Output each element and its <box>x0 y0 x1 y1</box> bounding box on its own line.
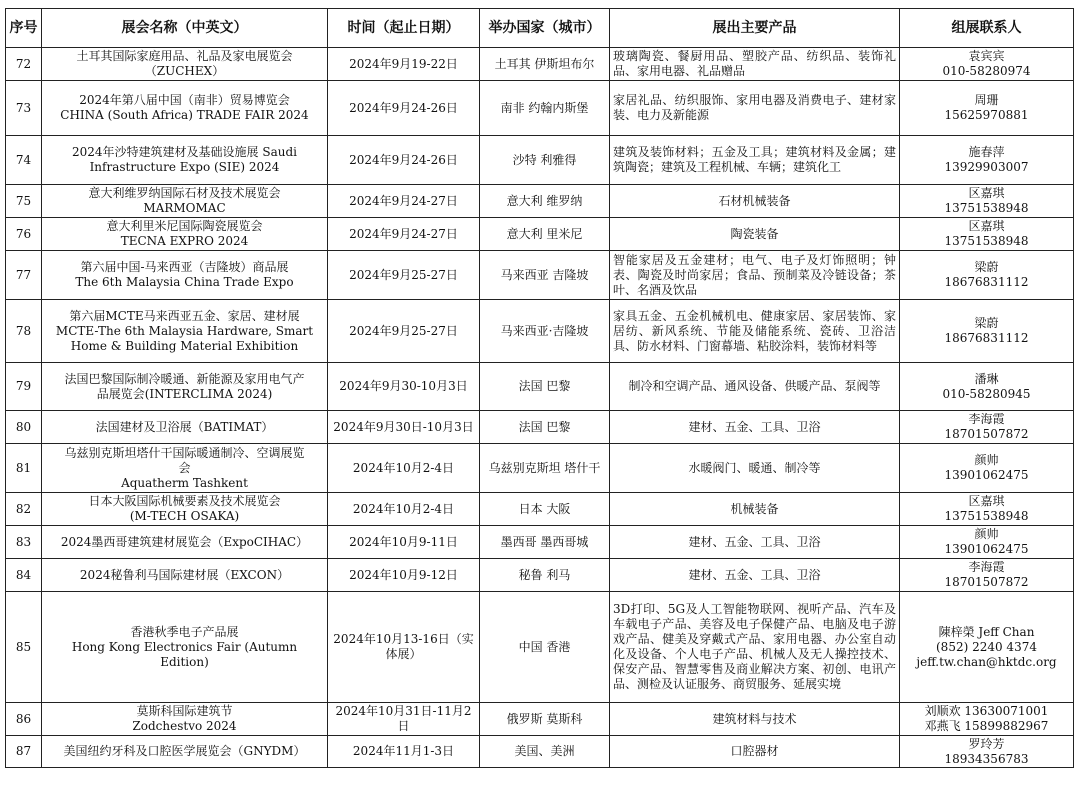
row-number <box>6 444 42 493</box>
table-row <box>6 218 1074 251</box>
contact-person <box>900 300 1074 363</box>
exhibition-products <box>610 444 900 493</box>
exhibition-place-text: 美国、美洲 <box>514 744 575 758</box>
row-number-text: 75 <box>15 193 32 208</box>
exhibition-date <box>328 363 480 411</box>
table-row <box>6 703 1074 736</box>
exhibition-products <box>610 703 900 736</box>
exhibition-place <box>480 526 610 559</box>
exhibition-place <box>480 411 610 444</box>
contact-person-line: 15625970881 <box>944 108 1029 122</box>
row-number-text: 77 <box>15 267 32 282</box>
row-number-text: 74 <box>15 152 32 167</box>
table-row <box>6 559 1074 592</box>
row-number-text: 79 <box>15 379 32 393</box>
exhibition-name-line: Infrastructure Expo (SIE) 2024 <box>89 160 280 174</box>
exhibition-name-line: Edition) <box>160 654 209 669</box>
row-number <box>6 363 42 411</box>
exhibition-name <box>42 703 328 736</box>
exhibition-name-line: 2024秘鲁利马国际建材展（EXCON） <box>79 567 290 582</box>
exhibition-table <box>5 8 1074 768</box>
exhibition-products <box>610 48 900 81</box>
exhibition-date <box>328 411 480 444</box>
exhibition-products-text: 口腔器材 <box>730 744 779 758</box>
contact-person-line: 李海霞 <box>968 560 1005 574</box>
exhibition-name-line: 品展览会(INTERCLIMA 2024) <box>96 386 273 401</box>
row-number-text: 78 <box>15 323 32 338</box>
exhibition-name-line: The 6th Malaysia China Trade Expo <box>75 275 294 289</box>
exhibition-products-text: 机械装备 <box>730 501 779 516</box>
exhibition-name-line: 日本大阪国际机械要素及技术展览会 <box>88 494 281 508</box>
exhibition-name-line: CHINA (South Africa) TRADE FAIR 2024 <box>60 108 309 122</box>
contact-person <box>900 493 1074 526</box>
exhibition-place <box>480 444 610 493</box>
contact-person-line: 13929903007 <box>944 160 1029 174</box>
header-name: 展会名称（中英文） <box>42 9 328 48</box>
row-number-text: 76 <box>15 226 32 241</box>
table-row <box>6 363 1074 411</box>
row-number-text: 83 <box>15 534 32 549</box>
row-number-text: 73 <box>15 100 32 115</box>
contact-person-line: 18676831112 <box>944 331 1029 345</box>
exhibition-place-text: 中国 香港 <box>518 639 571 654</box>
exhibition-date-text: 2024年11月1-3日 <box>352 744 455 758</box>
exhibition-products-text: 建材、五金、工具、卫浴 <box>688 534 821 549</box>
exhibition-date-text: 2024年10月2-4日 <box>352 501 455 516</box>
contact-person-line: 周珊 <box>974 93 999 107</box>
exhibition-products-text: 建筑及装饰材料；五金及工具；建筑材料及金属；建筑陶瓷；建筑及工程机械、车辆；建筑化工 <box>613 145 896 174</box>
table-row <box>6 526 1074 559</box>
exhibition-name <box>42 251 328 300</box>
exhibition-place <box>480 559 610 592</box>
exhibition-date-text: 2024年9月24-27日 <box>349 193 458 208</box>
exhibition-products <box>610 185 900 218</box>
contact-person <box>900 559 1074 592</box>
exhibition-products-text: 建材、五金、工具、卫浴 <box>688 419 821 434</box>
row-number-text: 80 <box>15 419 32 434</box>
header-products: 展出主要产品 <box>610 9 900 48</box>
exhibition-name <box>42 444 328 493</box>
exhibition-products <box>610 526 900 559</box>
exhibition-name-line: 意大利里米尼国际陶瓷展览会 <box>106 219 263 233</box>
contact-person <box>900 411 1074 444</box>
exhibition-place-text: 乌兹别克斯坦 塔什干 <box>488 460 601 475</box>
row-number <box>6 251 42 300</box>
contact-person-line: 梁蔚 <box>974 316 999 330</box>
contact-person-line: 18934356783 <box>944 751 1029 766</box>
contact-person-line: 刘顺欢 13630071001 <box>924 704 1049 718</box>
exhibition-products <box>610 136 900 185</box>
row-number <box>6 411 42 444</box>
exhibition-name <box>42 411 328 444</box>
contact-person-line: 陳梓榮 Jeff Chan <box>938 624 1035 639</box>
exhibition-place-text: 日本 大阪 <box>518 501 571 516</box>
exhibition-name <box>42 736 328 768</box>
exhibition-products <box>610 81 900 136</box>
exhibition-place-text: 南非 约翰内斯堡 <box>500 100 589 115</box>
contact-person-line: 颜帅 <box>974 527 999 541</box>
exhibition-date-text: 2024年9月25-27日 <box>349 323 458 338</box>
exhibition-name <box>42 526 328 559</box>
exhibition-name-line: 2024年沙特建筑建材及基础设施展 Saudi <box>72 145 297 159</box>
contact-person <box>900 526 1074 559</box>
row-number-text: 86 <box>15 711 32 726</box>
row-number <box>6 493 42 526</box>
exhibition-date <box>328 526 480 559</box>
header-place: 举办国家（城市） <box>480 9 610 48</box>
row-number <box>6 703 42 736</box>
contact-person-line: 区嘉琪 <box>968 186 1005 200</box>
header-contact: 组展联系人 <box>900 9 1074 48</box>
exhibition-date-text: 2024年10月2-4日 <box>352 460 455 475</box>
exhibition-name-line: 法国巴黎国际制冷暖通、新能源及家用电气产 <box>64 371 305 386</box>
row-number-text: 81 <box>15 460 32 475</box>
exhibition-place-text: 法国 巴黎 <box>518 379 571 393</box>
contact-person-line: 010-58280974 <box>942 64 1031 78</box>
exhibition-date-text: 2024年9月24-26日 <box>349 100 458 115</box>
exhibition-name-line: 土耳其国际家庭用品、礼品及家电展览会 <box>76 49 293 63</box>
row-number-text: 87 <box>15 744 32 758</box>
row-number <box>6 592 42 703</box>
contact-person <box>900 592 1074 703</box>
row-number <box>6 81 42 136</box>
exhibition-place <box>480 363 610 411</box>
contact-person-line: 010-58280945 <box>942 386 1031 401</box>
header-row <box>6 9 1074 48</box>
exhibition-products <box>610 736 900 768</box>
exhibition-name-line: 乌兹别克斯坦塔什干国际暖通制冷、空调展览 <box>64 445 305 460</box>
table-row <box>6 136 1074 185</box>
exhibition-name-line: 2024年第八届中国（南非）贸易博览会 <box>79 93 290 107</box>
exhibition-date <box>328 81 480 136</box>
contact-person-line: 18676831112 <box>944 275 1029 289</box>
contact-person <box>900 81 1074 136</box>
exhibition-name <box>42 185 328 218</box>
contact-person-line: 区嘉琪 <box>968 494 1005 508</box>
exhibition-place-text: 墨西哥 墨西哥城 <box>500 534 589 549</box>
exhibition-products <box>610 493 900 526</box>
exhibition-place-text: 意大利 维罗纳 <box>506 193 583 208</box>
exhibition-name-line: 法国建材及卫浴展（BATIMAT） <box>95 419 274 434</box>
exhibition-date <box>328 218 480 251</box>
exhibition-name-line: TECNA EXPRO 2024 <box>120 234 249 248</box>
contact-person-line: jeff.tw.chan@hktdc.org <box>916 654 1057 669</box>
exhibition-date-text: 2024年10月9-12日 <box>349 567 458 582</box>
contact-person-line: 区嘉琪 <box>968 219 1005 233</box>
exhibition-name <box>42 592 328 703</box>
table-row <box>6 411 1074 444</box>
exhibition-products-text: 陶瓷装备 <box>730 226 779 241</box>
exhibition-name-line: 第六届中国-马来西亚（吉隆坡）商品展 <box>80 260 289 274</box>
row-number <box>6 218 42 251</box>
contact-person-line: 18701507872 <box>944 575 1029 589</box>
contact-person <box>900 444 1074 493</box>
exhibition-place <box>480 218 610 251</box>
exhibition-products-text: 制冷和空调产品、通风设备、供暖产品、泵阀等 <box>628 379 881 393</box>
table-row <box>6 251 1074 300</box>
contact-person-line: 潘琳 <box>974 371 999 386</box>
contact-person-line: 13751538948 <box>944 509 1029 523</box>
contact-person-line: 13901062475 <box>944 542 1029 556</box>
exhibition-products-text: 水暖阀门、暖通、制冷等 <box>688 460 821 475</box>
exhibition-place <box>480 185 610 218</box>
exhibition-date <box>328 592 480 703</box>
exhibition-date <box>328 493 480 526</box>
exhibition-name-line: (M-TECH OSAKA) <box>129 509 240 523</box>
table-row <box>6 736 1074 768</box>
row-number <box>6 559 42 592</box>
contact-person <box>900 703 1074 736</box>
exhibition-name-line: Zodchestvo 2024 <box>132 719 237 733</box>
contact-person-line: 13751538948 <box>944 201 1029 215</box>
exhibition-name <box>42 81 328 136</box>
exhibition-date <box>328 136 480 185</box>
row-number <box>6 736 42 768</box>
contact-person <box>900 218 1074 251</box>
exhibition-name-line: MARMOMAC <box>143 201 226 215</box>
table-row <box>6 185 1074 218</box>
exhibition-products-text: 建筑材料与技术 <box>712 711 797 726</box>
exhibition-name-line: 会 <box>178 460 191 475</box>
contact-person-line: 邓燕飞 15899882967 <box>924 719 1049 733</box>
exhibition-products-text: 玻璃陶瓷、餐厨用品、塑胶产品、纺织品、装饰礼品、家用电器、礼品赠品 <box>613 49 896 78</box>
exhibition-name-line: 美国纽约牙科及口腔医学展览会（GNYDM） <box>63 744 306 758</box>
contact-person <box>900 736 1074 768</box>
exhibition-name <box>42 300 328 363</box>
exhibition-date-text: 2024年10月31日-11月2日 <box>335 704 472 733</box>
contact-person-line: 颜帅 <box>974 453 999 467</box>
exhibition-products-text: 家具五金、五金机械机电、健康家居、家居装饰、家居纺、新风系统、节能及储能系统、瓷砖、卫浴洁具、防水材料、门窗幕墙、粘胶涂料，装饰材料等 <box>613 308 896 353</box>
contact-person-line: 18701507872 <box>944 427 1029 441</box>
table-row <box>6 81 1074 136</box>
contact-person <box>900 136 1074 185</box>
exhibition-products <box>610 559 900 592</box>
exhibition-name <box>42 136 328 185</box>
contact-person-line: 施春萍 <box>968 145 1005 159</box>
exhibition-place-text: 土耳其 伊斯坦布尔 <box>494 56 595 71</box>
exhibition-name-line: Hong Kong Electronics Fair (Autumn <box>71 639 298 654</box>
exhibition-place-text: 秘鲁 利马 <box>518 567 571 582</box>
exhibition-products <box>610 251 900 300</box>
row-number-text: 85 <box>15 639 32 654</box>
row-number <box>6 136 42 185</box>
exhibition-date-text: 2024年9月30日-10月3日 <box>333 419 474 434</box>
exhibition-name <box>42 493 328 526</box>
table-row <box>6 444 1074 493</box>
exhibition-place <box>480 48 610 81</box>
exhibition-place-text: 马来西亚 吉隆坡 <box>500 267 589 282</box>
exhibition-date-text: 2024年9月19-22日 <box>349 56 458 71</box>
exhibition-products-text: 石材机械装备 <box>718 193 791 208</box>
exhibition-date-text: 2024年9月25-27日 <box>349 267 458 282</box>
exhibition-date <box>328 559 480 592</box>
exhibition-name-line: 莫斯科国际建筑节 <box>136 704 233 718</box>
header-no: 序号 <box>6 9 42 48</box>
exhibition-place <box>480 493 610 526</box>
exhibition-products-text: 家居礼品、纺织服饰、家用电器及消费电子、建材家装、电力及新能源 <box>613 93 896 122</box>
exhibition-name <box>42 48 328 81</box>
row-number-text: 72 <box>15 56 32 71</box>
exhibition-date-text: 2024年9月24-26日 <box>349 152 458 167</box>
exhibition-place-text: 俄罗斯 莫斯科 <box>506 711 583 726</box>
contact-person <box>900 363 1074 411</box>
exhibition-name-line: Aquatherm Tashkent <box>121 475 248 490</box>
exhibition-name-line: 2024墨西哥建筑建材展览会（ExpoCIHAC） <box>60 534 309 549</box>
table-row <box>6 48 1074 81</box>
contact-person-line: 袁宾宾 <box>968 49 1005 63</box>
exhibition-place-text: 马来西亚·吉隆坡 <box>500 323 589 338</box>
contact-person <box>900 48 1074 81</box>
contact-person <box>900 251 1074 300</box>
exhibition-date <box>328 251 480 300</box>
exhibition-place <box>480 736 610 768</box>
exhibition-place <box>480 81 610 136</box>
contact-person-line: 李海霞 <box>968 412 1005 426</box>
contact-person-line: 13901062475 <box>944 468 1029 482</box>
table-row <box>6 592 1074 703</box>
exhibition-name <box>42 363 328 411</box>
table-row <box>6 493 1074 526</box>
exhibition-products <box>610 300 900 363</box>
exhibition-products-text: 3D打印、5G及人工智能物联网、视听产品、汽车及车载电子产品、美容及电子保健产品、电脑及电子游戏产品、健美及穿戴式产品、家用电器、办公室自动化及设备、个人电子产品、机械人及无人操控技术、保安产品、智慧零售及商业解决方案、初创、电讯产品、测检及认证服务、商贸服务、延展实境 <box>613 602 896 691</box>
exhibition-date <box>328 300 480 363</box>
exhibition-name-line: Home & Building Material Exhibition <box>70 338 299 353</box>
contact-person <box>900 185 1074 218</box>
exhibition-date-text: 2024年9月24-27日 <box>349 226 458 241</box>
exhibition-date <box>328 736 480 768</box>
exhibition-place <box>480 703 610 736</box>
exhibition-place-text: 法国 巴黎 <box>518 419 571 434</box>
exhibition-date-text: 2024年10月9-11日 <box>349 534 458 549</box>
exhibition-date <box>328 185 480 218</box>
exhibition-products <box>610 592 900 703</box>
row-number <box>6 526 42 559</box>
exhibition-place <box>480 300 610 363</box>
exhibition-place-text: 意大利 里米尼 <box>506 226 583 241</box>
row-number <box>6 300 42 363</box>
exhibition-date-text: 2024年9月30-10月3日 <box>339 379 468 393</box>
contact-person-line: 梁蔚 <box>974 260 999 274</box>
header-date: 时间（起止日期） <box>328 9 480 48</box>
exhibition-name-line: 第六届MCTE马来西亚五金、家居、建材展 <box>69 308 300 323</box>
exhibition-products-text: 建材、五金、工具、卫浴 <box>688 567 821 582</box>
exhibition-products-text: 智能家居及五金建材；电气、电子及灯饰照明；钟表、陶瓷及时尚家居；食品、预制菜及冷链设备；茶叶、名酒及饮品 <box>613 252 896 297</box>
row-number-text: 82 <box>15 501 32 516</box>
row-number <box>6 185 42 218</box>
exhibition-date <box>328 703 480 736</box>
exhibition-name-line: MCTE-The 6th Malaysia Hardware, Smart <box>55 323 314 338</box>
exhibition-name <box>42 559 328 592</box>
exhibition-date <box>328 444 480 493</box>
exhibition-products <box>610 363 900 411</box>
exhibition-name-line: 意大利维罗纳国际石材及技术展览会 <box>88 186 281 200</box>
exhibition-name <box>42 218 328 251</box>
row-number <box>6 48 42 81</box>
exhibition-place <box>480 592 610 703</box>
contact-person-line: 13751538948 <box>944 234 1029 248</box>
exhibition-place <box>480 136 610 185</box>
contact-person-line: (852) 2240 4374 <box>936 639 1037 654</box>
exhibition-name-line: 香港秋季电子产品展 <box>130 624 239 639</box>
exhibition-place-text: 沙特 利雅得 <box>512 152 577 167</box>
exhibition-name-line: （ZUCHEX） <box>144 64 225 78</box>
table-row <box>6 300 1074 363</box>
exhibition-products <box>610 411 900 444</box>
exhibition-products <box>610 218 900 251</box>
row-number-text: 84 <box>15 567 32 582</box>
exhibition-date-text: 2024年10月13-16日（实体展） <box>333 632 474 661</box>
contact-person-line: 罗玲芳 <box>968 736 1005 751</box>
exhibition-place <box>480 251 610 300</box>
exhibition-date <box>328 48 480 81</box>
